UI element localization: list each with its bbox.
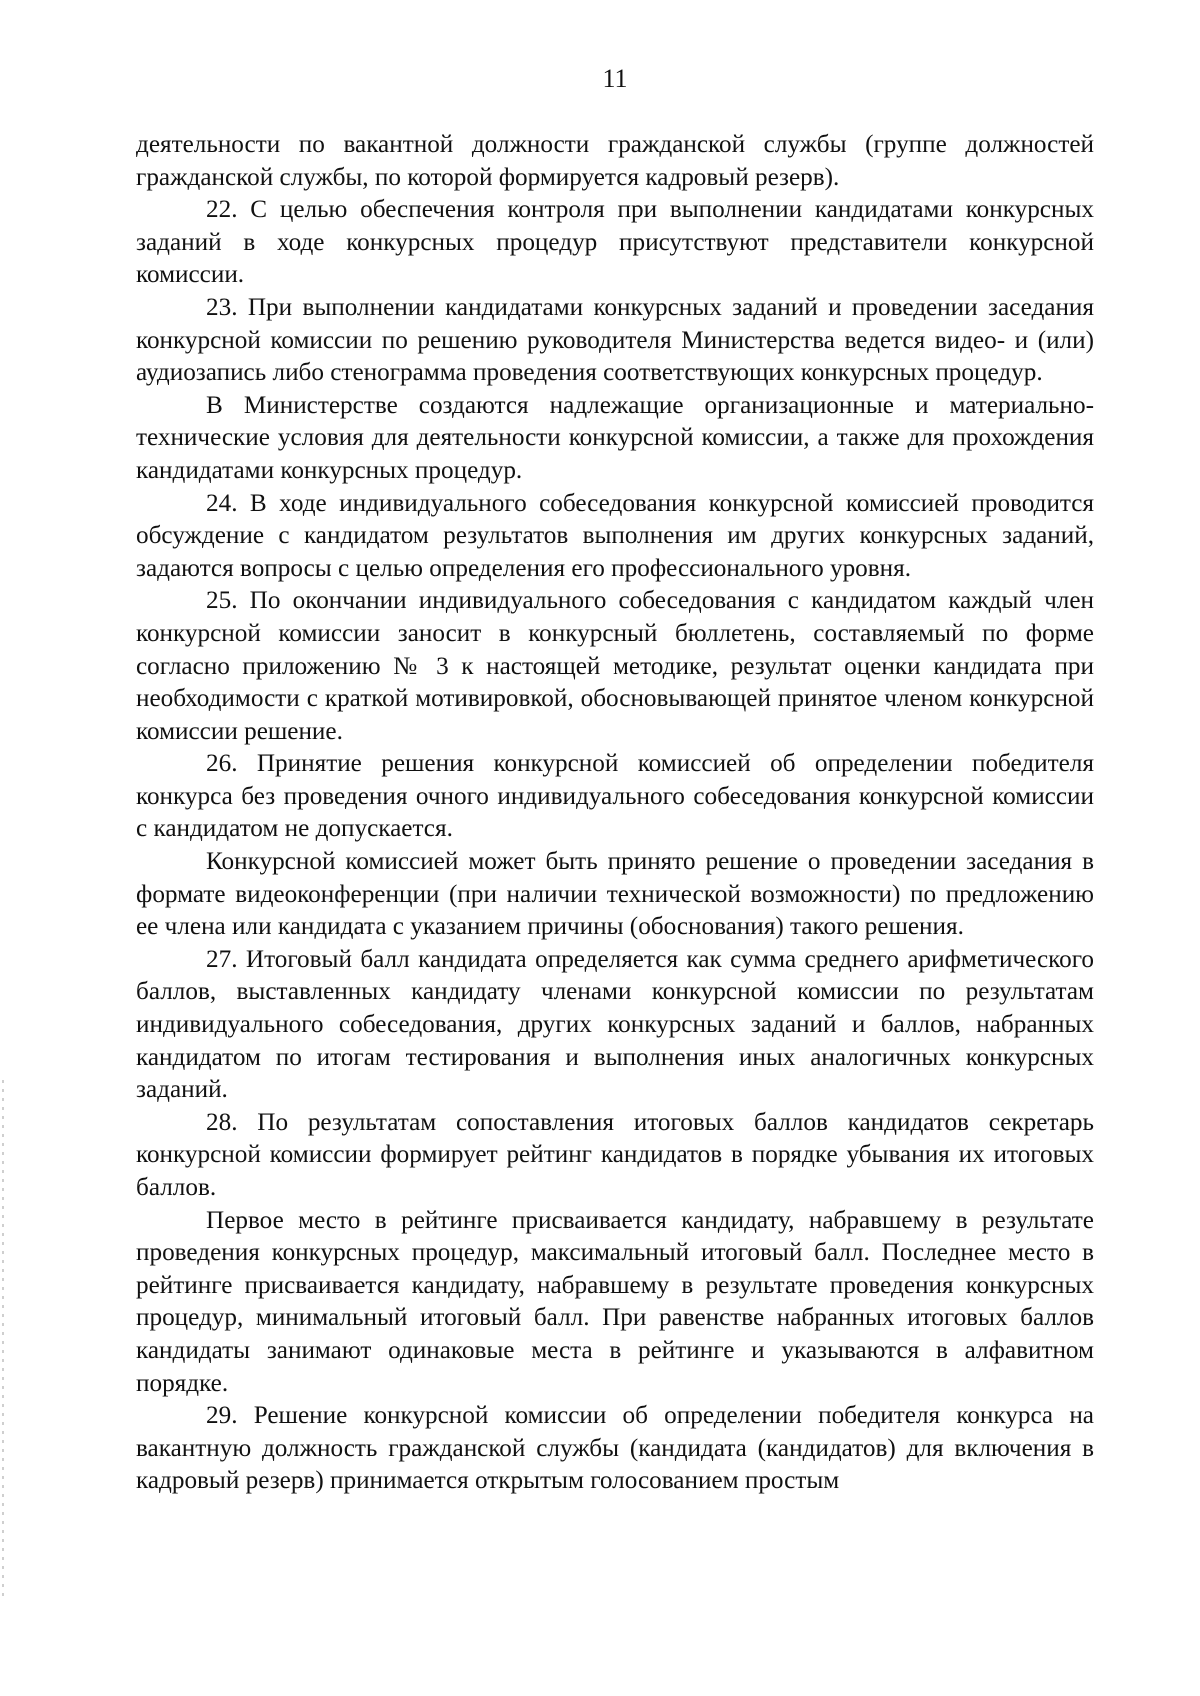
paragraph-25: 25. По окончании индивидуального собеседования с кандидатом каждый член конкурсной комиссии заносит в конкурсный бюллетень, составляемый по форме согласно приложению № 3 к настоящей методике, результат оценки кандидата при необходимости с краткой мотивировкой, обосновывающей принятое членом конкурсной комиссии решение. bbox=[136, 587, 1094, 745]
paragraph-22: 22. С целью обеспечения контроля при выполнении кандидатами конкурсных заданий в ходе конкурсных процедур присутствуют представители конкурсной комиссии. bbox=[136, 196, 1094, 289]
paragraph-23: 23. При выполнении кандидатами конкурсных заданий и проведении заседания конкурсной комиссии по решению руководителя Министерства ведется видео- и (или) аудиозапись либо стенограмма проведения соответствующих конкурсных процедур. bbox=[136, 293, 1094, 387]
paragraph-23-ministry-conditions: В Министерстве создаются надлежащие организационные и материально-технические условия для деятельности конкурсной комиссии, а также для прохождения кандидатами конкурсных процедур. bbox=[136, 391, 1094, 484]
paragraph-continuation: деятельности по вакантной должности гражданской службы (группе должностей гражданской службы, по которой формируется кадровый резерв). bbox=[136, 131, 1094, 191]
paragraph-29: 29. Решение конкурсной комиссии об определении победителя конкурса на вакантную должность гражданской службы (кандидата (кандидатов) для включения в кадровый резерв) принимается открытым голосованием простым bbox=[136, 1402, 1094, 1495]
scan-edge-artifact bbox=[2, 1080, 4, 1600]
paragraph-26-videoconference: Конкурсной комиссией может быть принято решение о проведении заседания в формате видеоконференции (при наличии технической возможности) по предложению ее члена или кандидата с указанием причины (обоснования) такого решения. bbox=[136, 848, 1094, 941]
paragraph-24: 24. В ходе индивидуального собеседования конкурсной комиссией проводится обсуждение с кандидатом результатов выполнения им других конкурсных заданий, задаются вопросы с целью определения его профессионального уровня. bbox=[136, 489, 1094, 582]
paragraph-28-rating: Первое место в рейтинге присваивается кандидату, набравшему в результате проведения конкурсных процедур, максимальный итоговый балл. Последнее место в рейтинге присваивается кандидату, набравшему в результате проведения конкурсных процедур, минимальный итоговый балл. При равенстве набранных итоговых баллов кандидаты занимают одинаковые места в рейтинге и указываются в алфавитном порядке. bbox=[136, 1206, 1094, 1397]
paragraph-28: 28. По результатам сопоставления итоговых баллов кандидатов секретарь конкурсной комиссии формирует рейтинг кандидатов в порядке убывания их итоговых баллов. bbox=[136, 1108, 1094, 1201]
page-number: 11 bbox=[602, 64, 628, 93]
paragraph-27: 27. Итоговый балл кандидата определяется как сумма среднего арифметического баллов, выставленных кандидату членами конкурсной комиссии по результатам индивидуального собеседования, других конкурсных заданий и баллов, набранных кандидатом по итогам тестирования и выполнения иных аналогичных конкурсных заданий. bbox=[136, 945, 1094, 1104]
document-body bbox=[136, 129, 1094, 1498]
paragraph-26: 26. Принятие решения конкурсной комиссией об определении победителя конкурса без проведения очного индивидуального собеседования конкурсной комиссии с кандидатом не допускается. bbox=[136, 750, 1094, 843]
